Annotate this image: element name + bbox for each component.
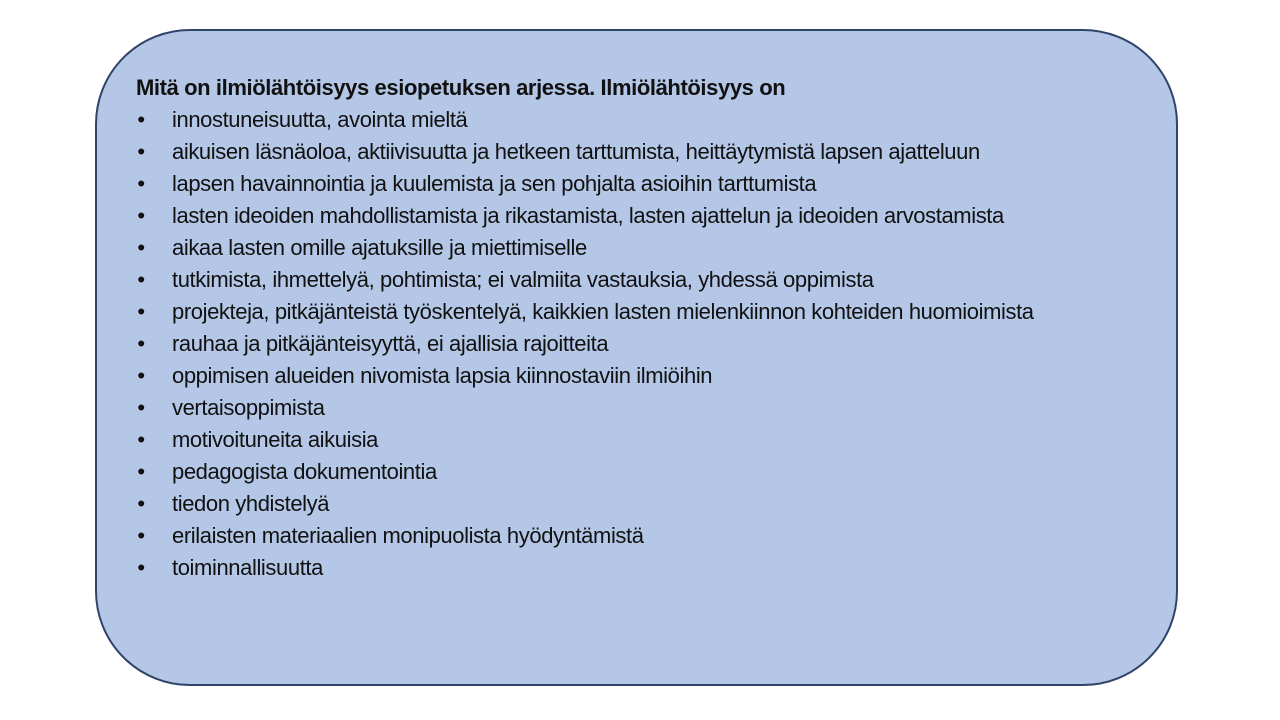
list-item: [136, 296, 1156, 328]
bullet-list: [136, 104, 1156, 584]
list-item-text: pedagogista dokumentointia: [172, 459, 437, 484]
bullet-icon: •: [137, 235, 145, 260]
bullet-icon: •: [137, 203, 145, 228]
bullet-icon: •: [137, 395, 145, 420]
list-item: [136, 136, 1156, 168]
list-item-text: vertaisoppimista: [172, 395, 325, 420]
list-item: [136, 424, 1156, 456]
list-item: [136, 392, 1156, 424]
list-item-text: rauhaa ja pitkäjänteisyyttä, ei ajallisia rajoitteita: [172, 331, 609, 356]
list-item-text: toiminnallisuutta: [172, 555, 323, 580]
bullet-icon: •: [137, 107, 145, 132]
list-item-text: motivoituneita aikuisia: [172, 427, 379, 452]
list-item-text: erilaisten materiaalien monipuolista hyödyntämistä: [172, 523, 644, 548]
list-item: [136, 168, 1156, 200]
bullet-icon: •: [137, 139, 145, 164]
list-item-text: projekteja, pitkäjänteistä työskentelyä, kaikkien lasten mielenkiinnon kohteiden huomioimista: [172, 299, 1034, 324]
bullet-icon: •: [137, 299, 145, 324]
list-item: [136, 520, 1156, 552]
bullet-icon: •: [137, 427, 145, 452]
list-item-text: innostuneisuutta, avointa mieltä: [172, 107, 468, 132]
list-item-text: lasten ideoiden mahdollistamista ja rikastamista, lasten ajattelun ja ideoiden arvostamista: [172, 203, 1004, 228]
slide-title: Mitä on ilmiölähtöisyys esiopetuksen arjessa. Ilmiölähtöisyys on: [136, 75, 786, 100]
bullet-icon: •: [137, 331, 145, 356]
list-item: [136, 328, 1156, 360]
bullet-icon: •: [137, 459, 145, 484]
list-item: [136, 232, 1156, 264]
list-item-text: aikuisen läsnäoloa, aktiivisuutta ja hetkeen tarttumista, heittäytymistä lapsen ajatteluun: [172, 139, 980, 164]
bullet-icon: •: [137, 523, 145, 548]
bullet-icon: •: [137, 363, 145, 388]
list-item: [136, 552, 1156, 584]
bullet-icon: •: [137, 267, 145, 292]
list-item: [136, 360, 1156, 392]
list-item-text: tiedon yhdistelyä: [172, 491, 330, 516]
list-item: [136, 104, 1156, 136]
list-item: [136, 456, 1156, 488]
list-item: [136, 264, 1156, 296]
list-item-text: oppimisen alueiden nivomista lapsia kiinnostaviin ilmiöihin: [172, 363, 713, 388]
list-item-text: lapsen havainnointia ja kuulemista ja sen pohjalta asioihin tarttumista: [172, 171, 817, 196]
list-item-text: aikaa lasten omille ajatuksille ja miettimiselle: [172, 235, 587, 260]
list-item-text: tutkimista, ihmettelyä, pohtimista; ei valmiita vastauksia, yhdessä oppimista: [172, 267, 874, 292]
list-item: [136, 488, 1156, 520]
bullet-icon: •: [137, 555, 145, 580]
text-content: [136, 72, 1156, 584]
list-item: [136, 200, 1156, 232]
bullet-icon: •: [137, 491, 145, 516]
bullet-icon: •: [137, 171, 145, 196]
